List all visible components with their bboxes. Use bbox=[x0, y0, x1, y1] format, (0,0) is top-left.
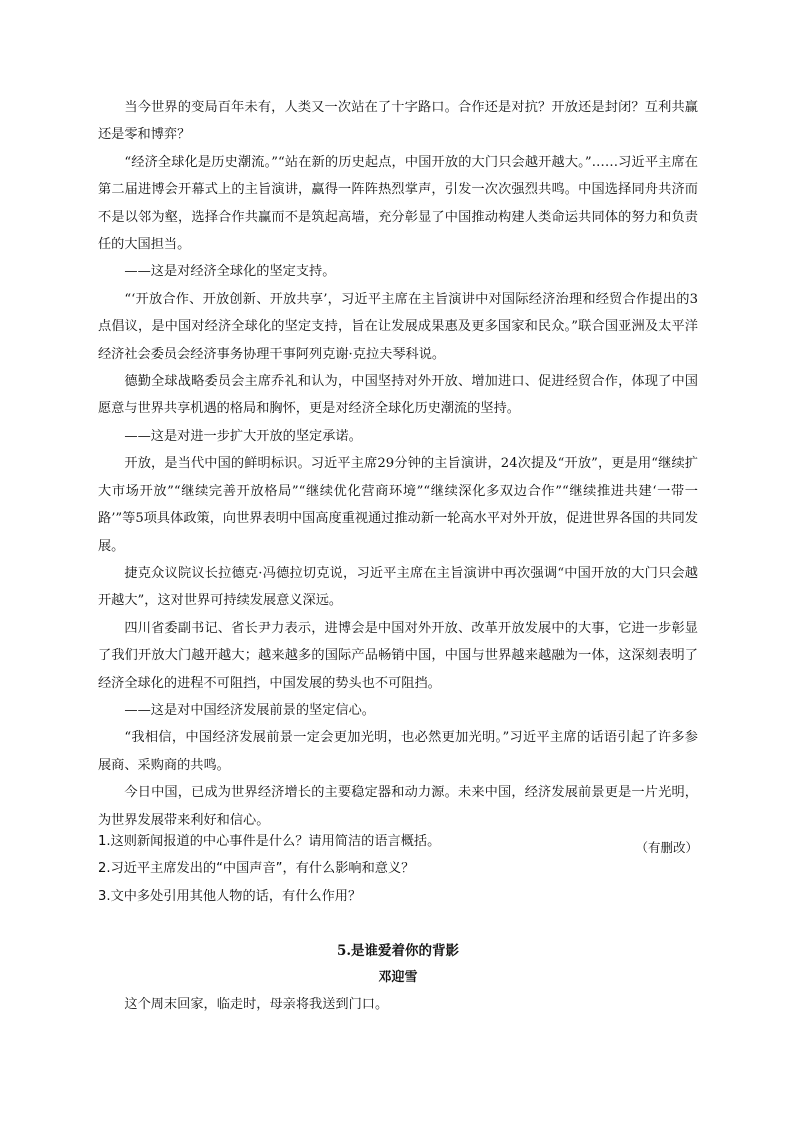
article-paragraph: “经济全球化是历史潮流。”“站在新的历史起点，中国开放的大门只会越开越大。”……习近平主席在第二届进博会开幕式上的主旨演讲，赢得一阵阵热烈掌声，引发一次次强烈共鸣。中国选择同舟共济而不是以邻为壑，选择合作共赢而不是筑起高墙，充分彰显了中国推动构建人类命运共同体的努力和负责任的大国担当。 bbox=[98, 154, 698, 253]
article-section-heading: ——这是对经济全球化的坚定支持。 bbox=[124, 264, 336, 280]
question-item: 2.习近平主席发出的“中国声音”，有什么影响和意义？ bbox=[98, 861, 415, 877]
next-article-body bbox=[98, 991, 698, 1018]
article-paragraph: 德勤全球战略委员会主席乔礼和认为，中国坚持对外开放、增加进口、促进经贸合作，体现了中国愿意与世界共享机遇的格局和胸怀，更是对经济全球化历史潮流的坚持。 bbox=[98, 374, 698, 417]
article-section-heading: ——这是对中国经济发展前景的坚定信心。 bbox=[124, 702, 375, 718]
article-paragraph: 这个周末回家，临走时，母亲将我送到门口。 bbox=[124, 997, 389, 1012]
article-section-heading: ——这是对进一步扩大开放的坚定承诺。 bbox=[124, 428, 362, 444]
article-paragraph: 四川省委副书记、省长尹力表示，进博会是中国对外开放、改革开放发展中的大事，它进一步彰显了我们开放大门越开越大；越来越多的国际产品畅销中国，中国与世界越来越融为一体，这深刻表明了经济全球化的进程不可阻挡，中国发展的势头也不可阻挡。 bbox=[98, 620, 698, 691]
article-paragraph: 今日中国，已成为世界经济增长的主要稳定器和动力源。未来中国，经济发展前景更是一片光明，为世界发展带来利好和信心。 bbox=[98, 785, 698, 828]
question-list bbox=[98, 828, 698, 910]
article-paragraph: 当今世界的变局百年未有，人类又一次站在了十字路口。合作还是对抗？开放还是封闭？互利共赢还是零和博弈？ bbox=[98, 100, 698, 143]
question-item: 1.这则新闻报道的中心事件是什么？请用简洁的语言概括。 bbox=[98, 834, 441, 849]
next-article-author: 邓迎雪 bbox=[378, 970, 418, 985]
article-paragraph: “‘开放合作、开放创新、开放共享’，习近平主席在主旨演讲中对国际经济治理和经贸合作提出的3点倡议，是中国对经济全球化的坚定支持，旨在让发展成果惠及更多国家和民众。”联合国亚洲及太平洋经济社会委员会经济事务协理干事阿列克谢·克拉夫琴科说。 bbox=[98, 291, 698, 362]
next-article-title: 5.是谁爱着你的背影 bbox=[336, 943, 460, 959]
article-paragraph: “我相信，中国经济发展前景一定会更加光明，也必然更加光明。”习近平主席的话语引起了许多参展商、采购商的共鸣。 bbox=[98, 730, 698, 773]
question-item: 3.文中多处引用其他人物的话，有什么作用？ bbox=[98, 888, 362, 904]
article-paragraph: 捷克众议院议长拉德克·冯德拉切克说，习近平主席在主旨演讲中再次强调“中国开放的大门只会越开越大”，这对世界可持续发展意义深远。 bbox=[98, 565, 698, 609]
news-article bbox=[98, 94, 698, 861]
article-paragraph: 开放，是当代中国的鲜明标识。习近平主席29分钟的主旨演讲，24次提及“开放”，更是用“继续扩大市场开放”“继续完善开放格局”“继续优化营商环境”“继续深化多双边合作”“继续推进共建‘一带一路’”等5项具体政策，向世界表明中国高度重视通过推动新一轮高水平对外开放，促进世界各国的共同发展。 bbox=[98, 456, 698, 554]
source-note: （有删改） bbox=[635, 839, 698, 855]
